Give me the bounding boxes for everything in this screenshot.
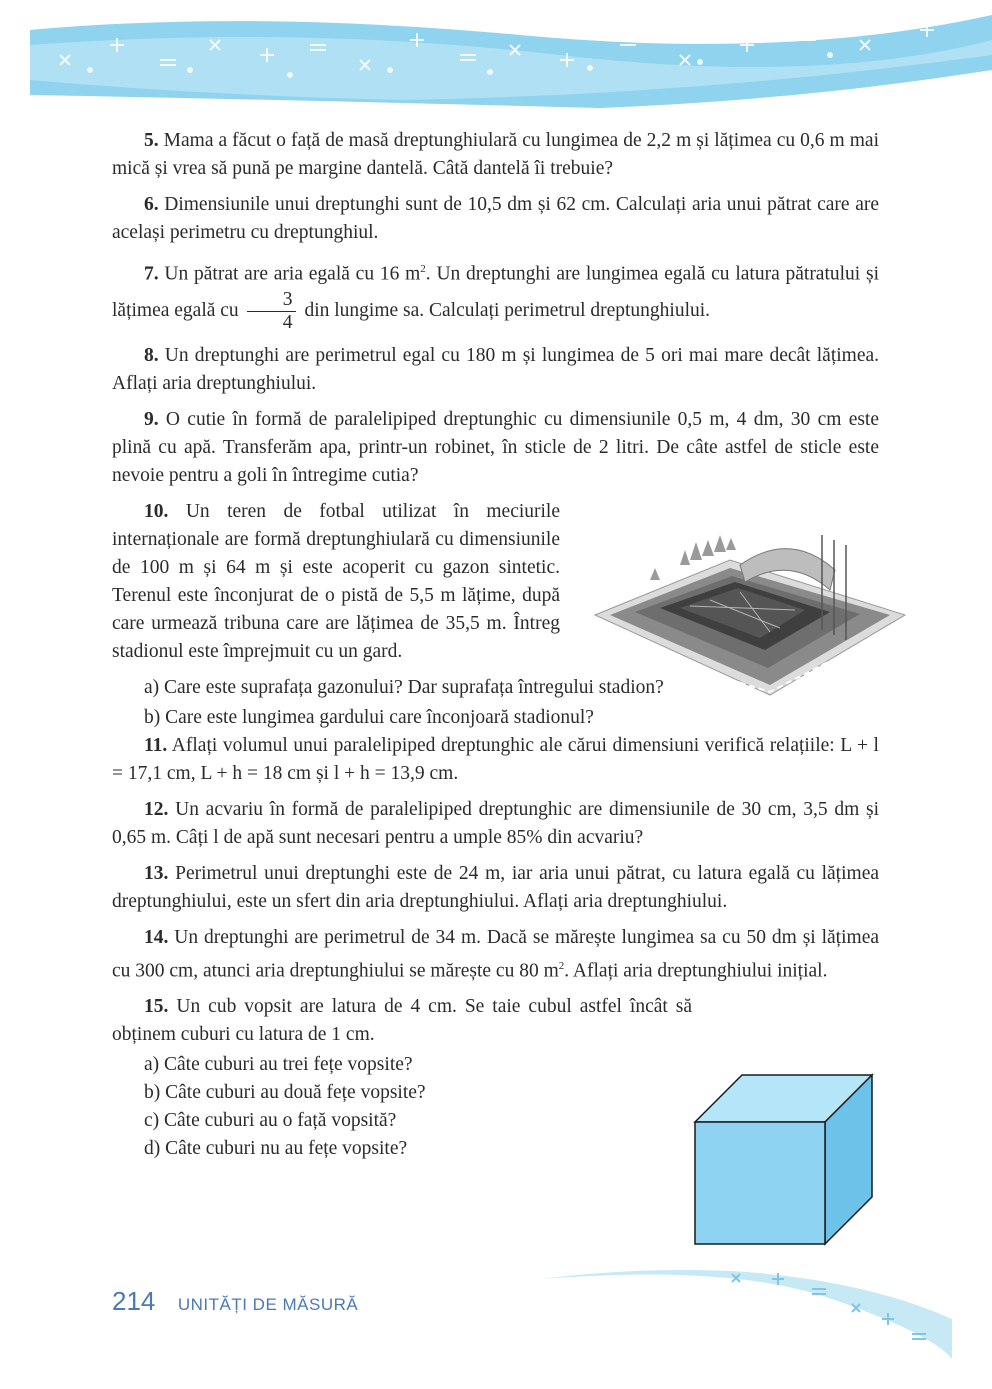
problem-15-b: b) Câte cuburi au două fețe vopsite? — [144, 1082, 426, 1103]
stadium-illustration — [590, 520, 910, 700]
problem-15-a: a) Câte cuburi au trei fețe vopsite? — [144, 1054, 413, 1075]
page-footer — [112, 1286, 358, 1317]
problem-15: 15. Un cub vopsit are latura de 4 cm. Se taie cubul astfel încât să obținem cuburi cu latura de 1 cm. — [112, 996, 693, 1045]
fraction-three-quarters: $\frac{3}{4}$ — [247, 289, 297, 334]
problem-11: 11. Aflați volumul unui paralelipiped dreptunghic ale cărui dimensiuni verifică relațiile: L + l = 17,1 cm, L + h = 18 cm și l + h = 13,9 cm. — [112, 734, 879, 784]
problem-5: 5. Mama a făcut o față de masă dreptunghiulară cu lungimea de 2,2 m și lățimea cu 0,6 m mai mică și vrea să pună pe margine dantelă. Câtă dantelă îi trebuie? — [112, 130, 879, 179]
problem-15-c: c) Câte cuburi au o față vopsită? — [144, 1110, 397, 1131]
page-number: 214 — [112, 1286, 156, 1316]
footer-decoration — [532, 1259, 952, 1369]
problem-10-a: a) Care este suprafața gazonului? Dar suprafața întregului stadion? — [144, 676, 664, 698]
header-banner-decoration — [0, 0, 992, 115]
problem-12: 12. Un acvariu în formă de paralelipiped dreptunghic are dimensiunile de 30 cm, 3,5 dm și 0,65 m. Câți l de apă sunt necesari pentru a umple 85% din acvariu? — [112, 798, 879, 848]
problem-7: 7. Un pătrat are aria egală cu 16 $m^2$. Un dreptunghi are lungimea egală cu latura pătratului și lățimea egală cu $\frac{3}{4}$ din lungime sa. Calculați perimetrul dreptunghiului. — [112, 263, 880, 333]
chapter-title: UNITĂȚI DE MĂSURĂ — [177, 1295, 359, 1314]
problem-14: 14. Un dreptunghi are perimetrul de 34 m. Dacă se mărește lungimea sa cu 50 dm și lățimea cu 300 cm, atunci aria dreptunghiului se mărește cu 80 $m^2$. Aflați aria dreptunghiului inițial. — [112, 926, 879, 981]
problem-9: 9. O cutie în formă de paralelipiped dreptunghic cu dimensiunile 0,5 m, 4 dm, 30 cm este plină cu apă. Transferăm apa, printr-un robinet, în sticle de 2 litri. De câte astfel de sticle este nevoie pentru a goli în întregime cutia? — [112, 408, 880, 486]
problem-10: 10. Un teren de fotbal utilizat în meciurile internaționale are formă dreptunghiulară cu dimensiunile de 100 m și 64 m și este acoperit cu gazon sintetic. Terenul este înconjurat de o pistă de 5,5 m lățime, după care urmează tribuna care are lățimea de 35,5 m. Întreg stadionul este împrejmuit cu un gard. — [112, 500, 561, 662]
cube-illustration — [690, 1072, 875, 1247]
problem-13: 13. Perimetrul unui dreptunghi este de 24 m, iar aria unui pătrat, cu latura egală cu lățimea dreptunghiului, este un sfert din aria dreptunghiului. Aflați aria dreptunghiului. — [112, 862, 879, 912]
problem-8: 8. Un dreptunghi are perimetrul egal cu 180 m și lungimea de 5 ori mai mare decât lățimea. Aflați aria dreptunghiului. — [112, 344, 880, 394]
problem-15-d: d) Câte cuburi nu au fețe vopsite? — [144, 1138, 408, 1159]
problem-10-b: b) Care este lungimea gardului care înconjoară stadionul? — [144, 706, 594, 728]
problem-6: 6. Dimensiunile unui dreptunghi sunt de 10,5 dm și 62 cm. Calculați aria unui pătrat care are același perimetru cu dreptunghiul. — [112, 194, 879, 243]
